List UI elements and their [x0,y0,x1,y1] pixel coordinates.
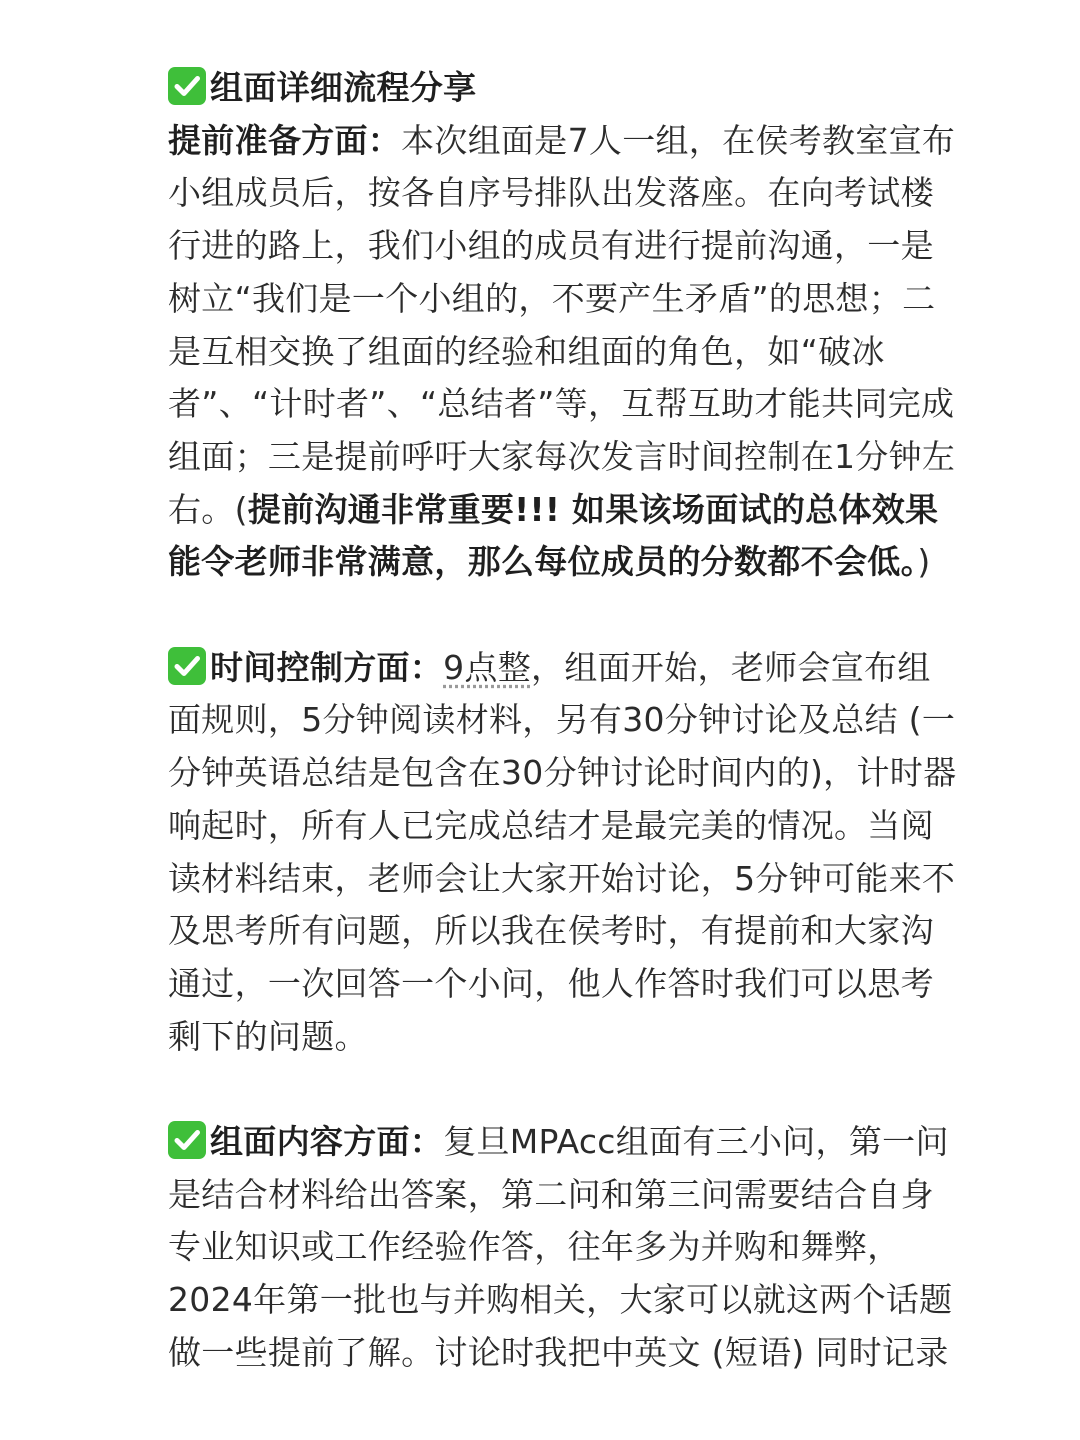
note-content [168,62,958,1380]
time-start-link[interactable]: 9点整 [443,647,532,687]
section-heading: 组面详细流程分享 [210,68,477,107]
prep-emphasis: 提前沟通非常重要!!! 如果该场面试的总体效果能令老师非常满意，那么每位成员的分数都不会低。 [168,489,939,582]
prep-text: 本次组面是7人一组，在侯考教室宣布小组成员后，按各自序号排队出发落座。在向考试楼行进的路上，我们小组的成员有进行提前沟通，一是树立“我们是一个小组的，不要产生矛盾”的思想；二是互相交换了组面的经验和组面的角色，如“破冰者”、“计时者”、“总结者”等，互帮互助才能共同完成组面；三是提前呼吁大家每次发言时间控制在1分钟左右。( [168,120,956,529]
spacer [168,1063,958,1116]
check-mark-icon [168,67,206,105]
time-text: ，组面开始，老师会宣布组面规则，5分钟阅读材料，另有30分钟讨论及总结 (一分钟英语总结是包含在30分钟讨论时间内的)，计时器响起时，所有人已完成总结才是最完美的情况。当阅读材料结束，老师会让大家开始讨论，5分钟可能来不及思考所有问题，所以我在侯考时，有提前和大家沟通过，一次回答一个小问，他人作答时我们可以思考剩下的问题。 [168,647,957,1056]
content-label: 组面内容方面： [210,1122,444,1162]
check-mark-icon [168,1121,206,1159]
check-mark-icon [168,647,206,685]
section-content [168,1116,958,1380]
section-time [168,642,958,1064]
prep-label: 提前准备方面： [168,120,402,160]
prep-close: ) [917,542,931,582]
content-text: 复旦MPAcc组面有三小问，第一问是结合材料给出答案，第二问和第三问需要结合自身专业知识或工作经验作答，往年多为并购和舞弊，2024年第一批也与并购相关，大家可以就这两个话题做一些提前了解。讨论时我把中英文 (短语) 同时记录 [168,1122,953,1372]
section-prep [168,62,958,589]
spacer [168,589,958,642]
time-label: 时间控制方面： [210,647,444,687]
